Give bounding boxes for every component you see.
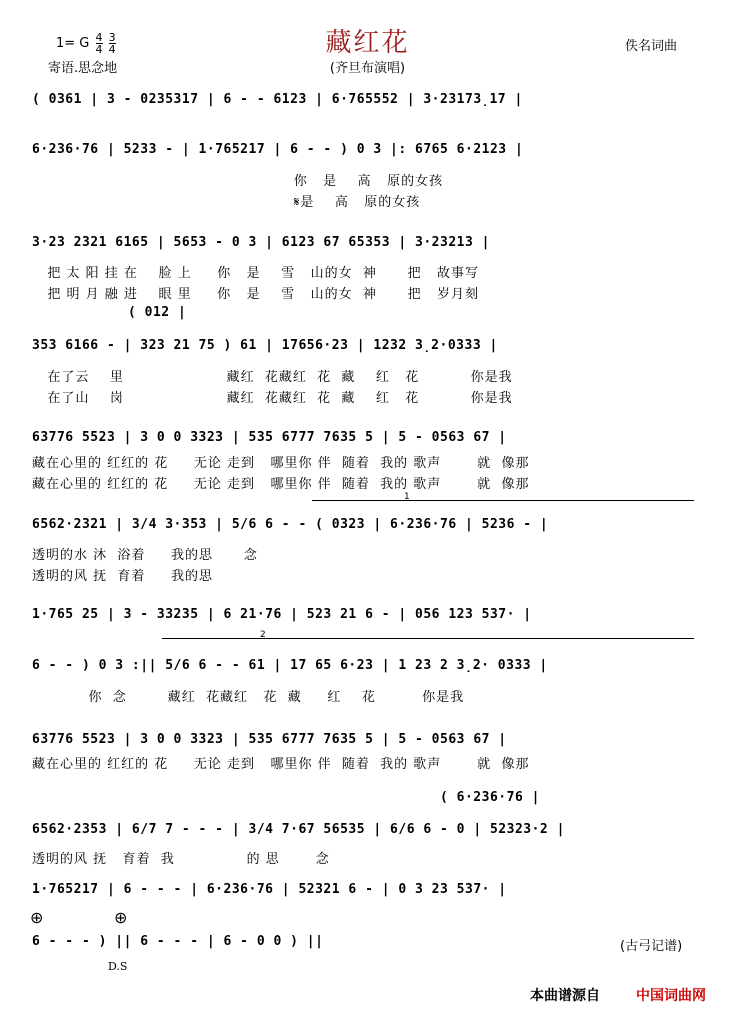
lyric-line-3b: 把 明 月 融 进 眼 里 你 是 雪 山的女 神 把 岁月刻: [32, 287, 480, 302]
time-signature-1: $\frac{4}{4}$: [95, 31, 103, 56]
lyric-line-6a: 透明的水 沐 浴着 我的思 念: [32, 548, 258, 563]
volta-number-2: 2: [260, 630, 266, 640]
score-line-6: 6562·2321 | 3/4 3·353 | 5/6 6 - - ( 0323 | 6·236·76 | 5236 - |: [32, 517, 549, 532]
lyric-line-8: 你 念 藏红 花藏红 花 藏 红 花 你是我: [32, 690, 465, 705]
lyric-line-2a: 你 是 高 原的女孩: [32, 174, 444, 189]
score-line-8: 6 - - ) 0 3 :|| 5/6 6 - - 61 | 17 65 6·23 | 1 23 2 3̣2· 0333 |: [32, 658, 548, 673]
score-line-7: 1·765 25 | 3 - 33235 | 6 21·76 | 523 21 6 - | 056 123 537· |: [32, 607, 532, 622]
lyric-line-5b: 藏在心里的 红红的 花 无论 走到 哪里你 伴 随着 我的 歌声 就 像那: [32, 477, 530, 492]
pickup-measure: ( 012 |: [128, 305, 187, 320]
tempo-marking: 寄语.思念地: [48, 61, 118, 76]
score-line-12: 6 - - - ) || 6 - - - | 6 - 0 0 ) ||: [32, 934, 324, 949]
score-line-4: 353 6166 - | 323 21 75 ) 61 | 17656·23 | 1232 3̣2·0333 |: [32, 338, 498, 353]
score-line-9: 63776 5523 | 3 0 0 3323 | 535 6777 7635 5 | 5 - 0563 67 |: [32, 732, 507, 747]
score-line-10: 6562·2353 | 6/7 7 - - - | 3/4 7·67 56535 | 6/6 6 - 0 | 52323·2 |: [32, 822, 565, 837]
key-signature: [56, 32, 116, 55]
lyric-line-4b: 在了山 岗 藏红 花藏红 花 藏 红 花 你是我: [32, 391, 513, 406]
score-line-5: 63776 5523 | 3 0 0 3323 | 535 6777 7635 5 | 5 - 0563 67 |: [32, 430, 507, 445]
source-label: 本曲谱源自: [530, 988, 600, 1004]
dal-segno-mark: D.S: [108, 960, 128, 973]
lyric-line-2b: 𝄋是 高 原的女孩: [32, 195, 421, 210]
lyric-line-9: 藏在心里的 红红的 花 无论 走到 哪里你 伴 随着 我的 歌声 就 像那: [32, 757, 530, 772]
lyric-line-6b: 透明的风 抚 育着 我的思: [32, 569, 214, 584]
composer-credit: 佚名词曲: [625, 39, 678, 54]
lyric-line-10: 透明的风 抚 育着 我 的 思 念: [32, 852, 330, 867]
coda-icon: ⊕: [30, 908, 44, 927]
volta-bracket-2: [162, 638, 694, 639]
score-line-2: 6·236·76 | 5233 - | 1·765217 | 6 - - ) 0 3 |: 6765 6·2123 |: [32, 142, 524, 157]
time-signature-2: $\frac{3}{4}$: [108, 31, 116, 56]
score-line-1: ( 0361 | 3 - 0235317 | 6 - - 6123 | 6·765552 | 3·23173̣17 |: [32, 92, 523, 107]
song-title: 藏红花: [325, 28, 410, 58]
lyric-line-3a: 把 太 阳 挂 在 脸 上 你 是 雪 山的女 神 把 故事写: [32, 266, 480, 281]
lyric-line-5a: 藏在心里的 红红的 花 无论 走到 哪里你 伴 随着 我的 歌声 就 像那: [32, 456, 530, 471]
transcriber-credit: (古弓记谱): [620, 939, 683, 954]
volta-bracket-1: [312, 500, 694, 501]
site-link[interactable]: 中国词曲网: [636, 988, 706, 1004]
score-line-3: 3·23 2321 6165 | 5653 - 0 3 | 6123 67 65353 | 3·23213 |: [32, 235, 490, 250]
lyric-line-4a: 在了云 里 藏红 花藏红 花 藏 红 花 你是我: [32, 370, 513, 385]
singer-credit: (齐旦布演唱): [329, 61, 406, 76]
score-line-11: 1·765217 | 6 - - - | 6·236·76 | 52321 6 - | 0 3 23 537· |: [32, 882, 507, 897]
key-label: 1= G: [56, 36, 90, 51]
pickup-measure-2: ( 6·236·76 |: [440, 790, 540, 805]
coda-icon-2: ⊕: [114, 908, 128, 927]
volta-number-1: 1: [404, 492, 410, 502]
